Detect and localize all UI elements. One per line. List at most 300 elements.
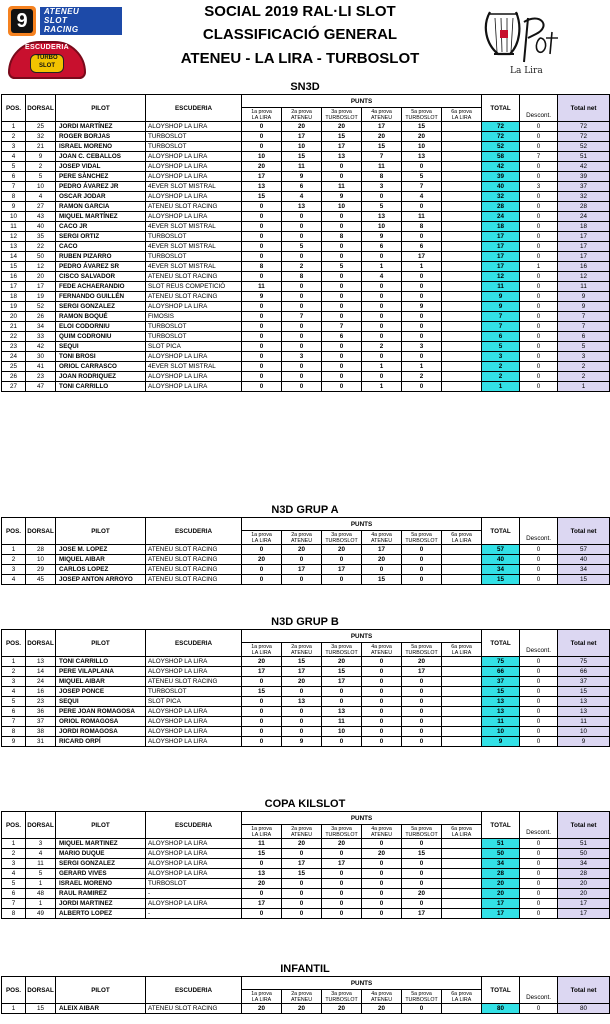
round-4-points: 0 — [362, 657, 402, 667]
round-3-points: 13 — [322, 152, 362, 162]
table-row — [2, 687, 610, 697]
round-4-points: 11 — [362, 162, 402, 172]
col-dorsal-header: DORSAL — [26, 630, 56, 657]
round-2-header — [282, 531, 322, 545]
total-cell: 75 — [482, 657, 520, 667]
round-6-points — [442, 575, 482, 585]
round-4-points: 1 — [362, 362, 402, 372]
round-5-header — [402, 643, 442, 657]
dorsal-cell: 1 — [26, 899, 56, 909]
dorsal-cell: 4 — [26, 849, 56, 859]
table-row — [2, 152, 610, 162]
round-venue: LA LIRA — [251, 996, 272, 1003]
round-5-points: 20 — [402, 889, 442, 899]
dorsal-cell: 10 — [26, 182, 56, 192]
col-total-header: TOTAL — [482, 95, 520, 122]
round-number: 3a prova — [331, 990, 352, 997]
pos-cell: 10 — [2, 212, 26, 222]
pilot-cell: ISRAEL MORENO — [56, 142, 146, 152]
dorsal-cell: 31 — [26, 737, 56, 747]
discount-cell: 3 — [520, 182, 558, 192]
pilot-cell: JORDI ROMAGOSA — [56, 727, 146, 737]
net-total-cell: 51 — [558, 152, 610, 162]
round-1-points: 0 — [242, 677, 282, 687]
pilot-cell: TONI CARRILLO — [56, 382, 146, 392]
round-2-points: 13 — [282, 697, 322, 707]
total-cell: 17 — [482, 262, 520, 272]
pilot-cell: CACO JR — [56, 222, 146, 232]
net-total-cell: 57 — [558, 545, 610, 555]
round-3-points: 20 — [322, 657, 362, 667]
round-venue: LA LIRA — [251, 831, 272, 838]
round-5-points: 0 — [402, 869, 442, 879]
round-2-points: 0 — [282, 232, 322, 242]
round-3-points: 20 — [322, 1004, 362, 1014]
round-6-points — [442, 879, 482, 889]
round-4-points: 0 — [362, 869, 402, 879]
dorsal-cell: 43 — [26, 212, 56, 222]
discount-cell: 0 — [520, 1004, 558, 1014]
round-5-points: 0 — [402, 382, 442, 392]
net-total-cell: 17 — [558, 232, 610, 242]
net-total-cell: 37 — [558, 677, 610, 687]
col-dorsal-header: DORSAL — [26, 812, 56, 839]
pos-cell: 1 — [2, 839, 26, 849]
col-escuderia-header: ESCUDERIA — [146, 977, 242, 1004]
header-row — [2, 630, 610, 643]
net-total-cell: 18 — [558, 222, 610, 232]
round-2-points: 0 — [282, 212, 322, 222]
round-6-points — [442, 282, 482, 292]
round-5-points: 0 — [402, 162, 442, 172]
table-row — [2, 657, 610, 667]
net-total-cell: 28 — [558, 202, 610, 212]
net-total-cell: 7 — [558, 312, 610, 322]
round-3-points: 10 — [322, 727, 362, 737]
round-1-points: 0 — [242, 707, 282, 717]
round-number: 4a prova — [371, 108, 392, 115]
round-1-points: 9 — [242, 292, 282, 302]
table-row — [2, 707, 610, 717]
round-1-points: 10 — [242, 152, 282, 162]
section-title: SN3D — [290, 81, 320, 93]
team-cell: 4EVER SLOT MISTRAL — [146, 242, 242, 252]
section-sn3d — [0, 80, 610, 392]
dorsal-cell: 3 — [26, 839, 56, 849]
round-number: 5a prova — [411, 643, 432, 650]
pos-cell: 4 — [2, 687, 26, 697]
round-1-points: 0 — [242, 202, 282, 212]
table-row — [2, 697, 610, 707]
round-5-points: 6 — [402, 242, 442, 252]
round-5-points: 0 — [402, 737, 442, 747]
pilot-cell: ORIOL ROMAGOSA — [56, 717, 146, 727]
round-4-points: 0 — [362, 667, 402, 677]
round-6-points — [442, 172, 482, 182]
net-total-cell: 13 — [558, 707, 610, 717]
team-cell: ALOYSHOP LA LIRA — [146, 707, 242, 717]
round-1-points: 0 — [242, 697, 282, 707]
round-2-points: 0 — [282, 899, 322, 909]
net-total-cell: 72 — [558, 122, 610, 132]
title-line-1: SOCIAL 2019 RAL·LI SLOT — [204, 3, 396, 20]
round-6-points — [442, 869, 482, 879]
escuderia-turboslot-logo: ESCUDERIA TURBO SLOT — [8, 41, 86, 79]
pilot-cell: PEDRO ÁVAREZ JR — [56, 182, 146, 192]
section-copa-kilslot — [0, 797, 610, 919]
pilot-cell: CARLOS LOPEZ — [56, 565, 146, 575]
round-number: 1a prova — [251, 108, 272, 115]
round-5-points: 0 — [402, 282, 442, 292]
total-cell: 51 — [482, 839, 520, 849]
round-venue: ATENEU — [290, 996, 313, 1003]
discount-cell: 0 — [520, 142, 558, 152]
round-3-points: 0 — [322, 302, 362, 312]
round-4-points: 0 — [362, 839, 402, 849]
net-total-cell: 39 — [558, 172, 610, 182]
round-venue: TURBOSLOT — [325, 537, 358, 544]
round-1-header — [242, 825, 282, 839]
round-number: 4a prova — [371, 990, 392, 997]
discount-cell: 0 — [520, 332, 558, 342]
round-3-points: 0 — [322, 222, 362, 232]
round-3-points: 17 — [322, 677, 362, 687]
round-3-points: 17 — [322, 565, 362, 575]
pos-cell: 3 — [2, 142, 26, 152]
discount-cell: 0 — [520, 282, 558, 292]
round-1-points: 0 — [242, 332, 282, 342]
round-5-points: 0 — [402, 879, 442, 889]
section-n3d-grup-a — [0, 503, 610, 585]
team-cell: ALOYSHOP LA LIRA — [146, 849, 242, 859]
table-row — [2, 322, 610, 332]
total-cell: 9 — [482, 737, 520, 747]
table-row — [2, 212, 610, 222]
total-cell: 1 — [482, 382, 520, 392]
net-total-cell: 75 — [558, 657, 610, 667]
pos-cell: 19 — [2, 302, 26, 312]
round-4-points: 0 — [362, 697, 402, 707]
discount-cell: 0 — [520, 362, 558, 372]
pilot-cell: JOSEP ANTON ARROYO — [56, 575, 146, 585]
round-number: 6a prova — [451, 108, 472, 115]
dorsal-cell: 30 — [26, 352, 56, 362]
pos-cell: 8 — [2, 727, 26, 737]
title-line-3: ATENEU - LA LIRA - TURBOSLOT — [180, 50, 420, 67]
total-cell: 11 — [482, 282, 520, 292]
round-2-points: 0 — [282, 222, 322, 232]
round-1-points: 15 — [242, 192, 282, 202]
round-4-points: 15 — [362, 575, 402, 585]
table-row — [2, 262, 610, 272]
round-2-points: 15 — [282, 869, 322, 879]
team-cell: TURBOSLOT — [146, 252, 242, 262]
team-cell: ALOYSHOP LA LIRA — [146, 727, 242, 737]
discount-cell: 0 — [520, 122, 558, 132]
pilot-cell: RUBEN PIZARRO — [56, 252, 146, 262]
round-6-points — [442, 272, 482, 282]
team-cell: ATENEU SLOT RACING — [146, 555, 242, 565]
dorsal-cell: 37 — [26, 717, 56, 727]
col-total-header: TOTAL — [482, 518, 520, 545]
round-3-points: 0 — [322, 889, 362, 899]
dorsal-cell: 1 — [26, 879, 56, 889]
net-total-cell: 17 — [558, 909, 610, 919]
discount-cell: 0 — [520, 737, 558, 747]
round-4-header — [362, 643, 402, 657]
pilot-cell: RAMON BOQUÉ — [56, 312, 146, 322]
round-number: 5a prova — [411, 108, 432, 115]
total-cell: 28 — [482, 869, 520, 879]
table-row — [2, 545, 610, 555]
round-2-points: 20 — [282, 545, 322, 555]
round-1-points: 11 — [242, 839, 282, 849]
team-cell: ATENEU SLOT RACING — [146, 565, 242, 575]
round-4-points: 8 — [362, 172, 402, 182]
discount-cell: 0 — [520, 132, 558, 142]
discount-cell: 0 — [520, 242, 558, 252]
dorsal-cell: 25 — [26, 122, 56, 132]
round-number: 1a prova — [251, 990, 272, 997]
round-4-points: 0 — [362, 282, 402, 292]
round-1-points: 0 — [242, 142, 282, 152]
dorsal-cell: 2 — [26, 162, 56, 172]
pilot-cell: PERE VILAPLANA — [56, 667, 146, 677]
round-3-points: 0 — [322, 697, 362, 707]
round-6-points — [442, 889, 482, 899]
team-cell: SLOT PICA — [146, 342, 242, 352]
round-6-points — [442, 545, 482, 555]
round-number: 4a prova — [371, 825, 392, 832]
col-descont-header: Descont. — [520, 518, 558, 545]
round-4-points: 17 — [362, 122, 402, 132]
round-1-points: 0 — [242, 222, 282, 232]
round-6-points — [442, 909, 482, 919]
round-4-points: 0 — [362, 909, 402, 919]
pos-cell: 5 — [2, 879, 26, 889]
table-row — [2, 192, 610, 202]
pilot-cell: ISRAEL MORENO — [56, 879, 146, 889]
total-cell: 58 — [482, 152, 520, 162]
net-total-cell: 2 — [558, 372, 610, 382]
net-total-cell: 11 — [558, 282, 610, 292]
round-2-points: 15 — [282, 152, 322, 162]
pilot-cell: SERGI GONZALEZ — [56, 302, 146, 312]
round-1-points: 0 — [242, 372, 282, 382]
round-number: 2a prova — [291, 643, 312, 650]
round-6-points — [442, 332, 482, 342]
team-cell: ATENEU SLOT RACING — [146, 202, 242, 212]
round-2-header — [282, 990, 322, 1004]
round-5-points: 4 — [402, 192, 442, 202]
dorsal-cell: 9 — [26, 152, 56, 162]
pos-cell: 9 — [2, 202, 26, 212]
round-3-points: 7 — [322, 322, 362, 332]
pilot-cell: JOAN RODRIQUEZ — [56, 372, 146, 382]
discount-cell: 0 — [520, 859, 558, 869]
round-6-points — [442, 242, 482, 252]
round-5-points: 0 — [402, 727, 442, 737]
pilot-cell: QUIM CODRONIU — [56, 332, 146, 342]
total-cell: 20 — [482, 889, 520, 899]
col-pilot-header: PILOT — [56, 977, 146, 1004]
round-4-points: 1 — [362, 382, 402, 392]
round-2-points: 5 — [282, 242, 322, 252]
round-number: 3a prova — [331, 531, 352, 538]
pos-cell: 1 — [2, 1004, 26, 1014]
round-venue: LA LIRA — [451, 537, 472, 544]
round-venue: TURBOSLOT — [405, 114, 438, 121]
dorsal-cell: 11 — [26, 859, 56, 869]
table-row — [2, 849, 610, 859]
round-3-points: 0 — [322, 162, 362, 172]
round-5-points: 0 — [402, 687, 442, 697]
net-total-cell: 11 — [558, 717, 610, 727]
net-total-cell: 37 — [558, 182, 610, 192]
table-row — [2, 575, 610, 585]
round-venue: ATENEU — [370, 831, 393, 838]
dorsal-cell: 52 — [26, 302, 56, 312]
round-3-points: 5 — [322, 262, 362, 272]
net-total-cell: 10 — [558, 727, 610, 737]
round-4-points: 10 — [362, 222, 402, 232]
pilot-cell: PEDRO ÁVAREZ SR — [56, 262, 146, 272]
round-2-points: 20 — [282, 1004, 322, 1014]
total-cell: 72 — [482, 122, 520, 132]
header-row — [2, 977, 610, 990]
total-cell: 2 — [482, 362, 520, 372]
round-1-points: 20 — [242, 657, 282, 667]
round-2-points: 17 — [282, 132, 322, 142]
col-descont-header: Descont. — [520, 977, 558, 1004]
round-6-header — [442, 108, 482, 122]
col-escuderia-header: ESCUDERIA — [146, 630, 242, 657]
round-4-points: 0 — [362, 332, 402, 342]
net-total-cell: 40 — [558, 555, 610, 565]
round-1-points: 0 — [242, 122, 282, 132]
team-cell: FIMOSIS — [146, 312, 242, 322]
round-4-points: 20 — [362, 1004, 402, 1014]
round-5-points: 13 — [402, 152, 442, 162]
table-row — [2, 132, 610, 142]
dorsal-cell: 32 — [26, 132, 56, 142]
round-number: 2a prova — [291, 990, 312, 997]
total-cell: 20 — [482, 879, 520, 889]
round-6-points — [442, 162, 482, 172]
discount-cell: 0 — [520, 222, 558, 232]
total-cell: 17 — [482, 242, 520, 252]
col-descont-header: Descont. — [520, 630, 558, 657]
net-total-cell: 13 — [558, 697, 610, 707]
total-cell: 52 — [482, 142, 520, 152]
pilot-cell: ORIOL CARRASCO — [56, 362, 146, 372]
total-cell: 32 — [482, 192, 520, 202]
round-3-points: 0 — [322, 687, 362, 697]
pilot-cell: JORDI MARTÍNEZ — [56, 122, 146, 132]
col-pos-header: POS. — [2, 630, 26, 657]
table-row — [2, 879, 610, 889]
pilot-cell: MIQUEL MARTÍNEZ — [56, 212, 146, 222]
total-cell: 9 — [482, 302, 520, 312]
round-3-points: 10 — [322, 202, 362, 212]
round-1-points: 0 — [242, 859, 282, 869]
pilot-cell: CISCO SALVADOR — [56, 272, 146, 282]
team-cell: 4EVER SLOT MISTRAL — [146, 222, 242, 232]
col-net-header: Total net — [558, 95, 610, 122]
round-5-points: 0 — [402, 575, 442, 585]
pilot-cell: FERNANDO GUILLÉN — [56, 292, 146, 302]
round-3-points: 20 — [322, 545, 362, 555]
round-6-points — [442, 717, 482, 727]
round-3-points: 0 — [322, 869, 362, 879]
round-6-header — [442, 643, 482, 657]
round-1-points: 0 — [242, 352, 282, 362]
round-4-points: 20 — [362, 849, 402, 859]
dorsal-cell: 47 — [26, 382, 56, 392]
net-total-cell: 17 — [558, 899, 610, 909]
pilot-cell: TONI BROSI — [56, 352, 146, 362]
pilot-cell: RICARD ORPÍ — [56, 737, 146, 747]
total-cell: 13 — [482, 697, 520, 707]
round-1-points: 15 — [242, 849, 282, 859]
pilot-cell: MIQUEL MARTINEZ — [56, 839, 146, 849]
round-4-points: 0 — [362, 252, 402, 262]
round-4-points: 0 — [362, 292, 402, 302]
team-cell: SLOT REUS COMPETICIÓ — [146, 282, 242, 292]
round-5-points: 0 — [402, 717, 442, 727]
round-4-points: 0 — [362, 727, 402, 737]
standings-table — [1, 517, 610, 585]
round-3-points: 17 — [322, 859, 362, 869]
round-3-points: 11 — [322, 182, 362, 192]
pos-cell: 24 — [2, 352, 26, 362]
la-lira-logo — [480, 8, 560, 78]
round-3-points: 11 — [322, 717, 362, 727]
round-1-points: 0 — [242, 232, 282, 242]
discount-cell: 0 — [520, 839, 558, 849]
section-title: N3D GRUP B — [271, 616, 339, 628]
round-2-points: 2 — [282, 262, 322, 272]
round-3-points: 0 — [322, 352, 362, 362]
team-cell: ALOYSHOP LA LIRA — [146, 382, 242, 392]
page-title — [150, 2, 450, 68]
round-5-points: 15 — [402, 849, 442, 859]
pos-cell: 15 — [2, 262, 26, 272]
round-5-points: 1 — [402, 362, 442, 372]
round-2-points: 0 — [282, 282, 322, 292]
round-2-points: 0 — [282, 889, 322, 899]
col-total-header: TOTAL — [482, 812, 520, 839]
round-2-points: 4 — [282, 192, 322, 202]
team-cell: - — [146, 889, 242, 899]
discount-cell: 0 — [520, 717, 558, 727]
table-row — [2, 372, 610, 382]
round-number: 6a prova — [451, 825, 472, 832]
dorsal-cell: 21 — [26, 142, 56, 152]
pos-cell: 17 — [2, 282, 26, 292]
dorsal-cell: 28 — [26, 545, 56, 555]
pilot-cell: SERGI GONZALEZ — [56, 859, 146, 869]
round-4-points: 20 — [362, 132, 402, 142]
round-venue: ATENEU — [370, 537, 393, 544]
round-5-points: 0 — [402, 555, 442, 565]
net-total-cell: 15 — [558, 687, 610, 697]
col-pos-header: POS. — [2, 518, 26, 545]
round-6-points — [442, 252, 482, 262]
dorsal-cell: 36 — [26, 707, 56, 717]
round-2-points: 0 — [282, 342, 322, 352]
discount-cell: 0 — [520, 849, 558, 859]
